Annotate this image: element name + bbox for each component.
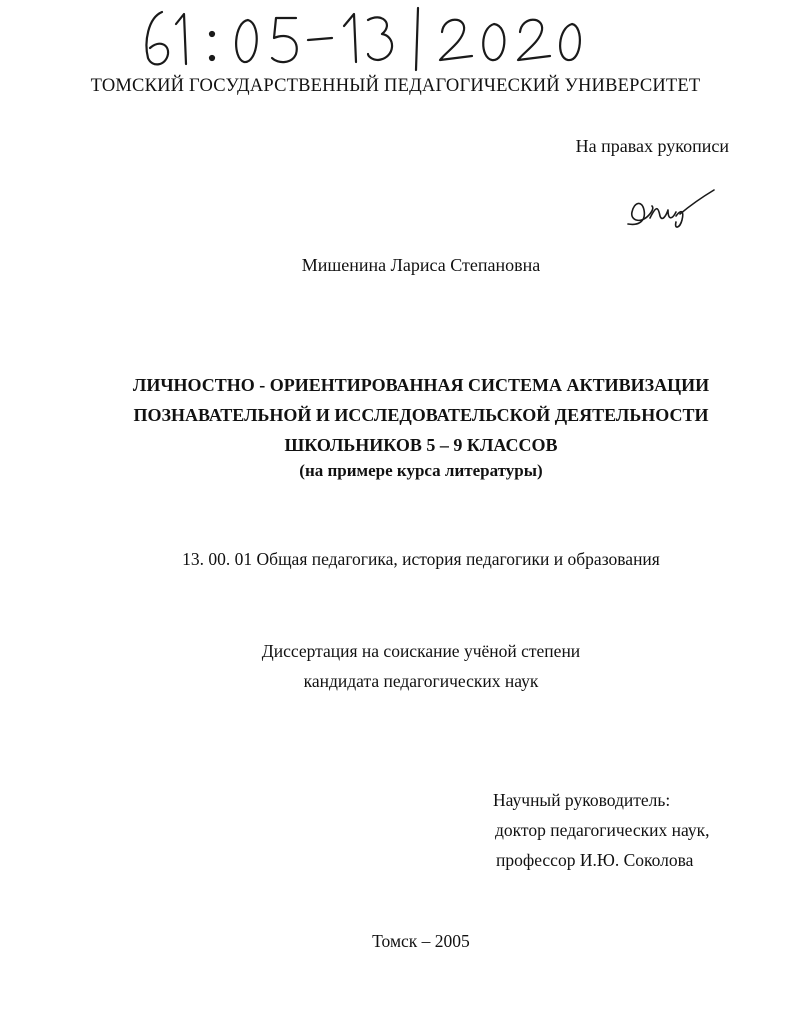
handwritten-archive-number [132,2,582,72]
degree-statement [0,636,791,696]
advisor-label: Научный руководитель: [493,790,671,810]
city-year: Томск – 2005 [372,931,470,951]
title-line: ШКОЛЬНИКОВ 5 – 9 КЛАССОВ [284,435,558,455]
dissertation-subtitle: (на примере курса литературы) [299,461,543,480]
specialty-code: 13. 00. 01 Общая педагогика, история педагогики и образования [182,549,660,569]
dissertation-title [0,370,791,460]
advisor-name: профессор И.Ю. Соколова [496,850,694,870]
scientific-advisor [493,785,709,875]
advisor-degree: доктор педагогических наук, [495,820,710,840]
university-name: ТОМСКИЙ ГОСУДАРСТВЕННЫЙ ПЕДАГОГИЧЕСКИЙ УНИВЕРСИТЕТ [90,76,701,96]
title-line: ЛИЧНОСТНО - ОРИЕНТИРОВАННАЯ СИСТЕМА АКТИВИЗАЦИИ [132,375,710,395]
rights-note: На правах рукописи [575,136,729,156]
degree-line-1: Диссертация на соискание учёной степени [261,641,581,661]
degree-line-2: кандидата педагогических наук [303,671,539,691]
title-line: ПОЗНАВАТЕЛЬНОЙ И ИССЛЕДОВАТЕЛЬСКОЙ ДЕЯТЕЛЬНОСТИ [133,405,709,425]
author-name: Мишенина Лариса Степановна [301,255,541,275]
signature-image [622,186,718,232]
